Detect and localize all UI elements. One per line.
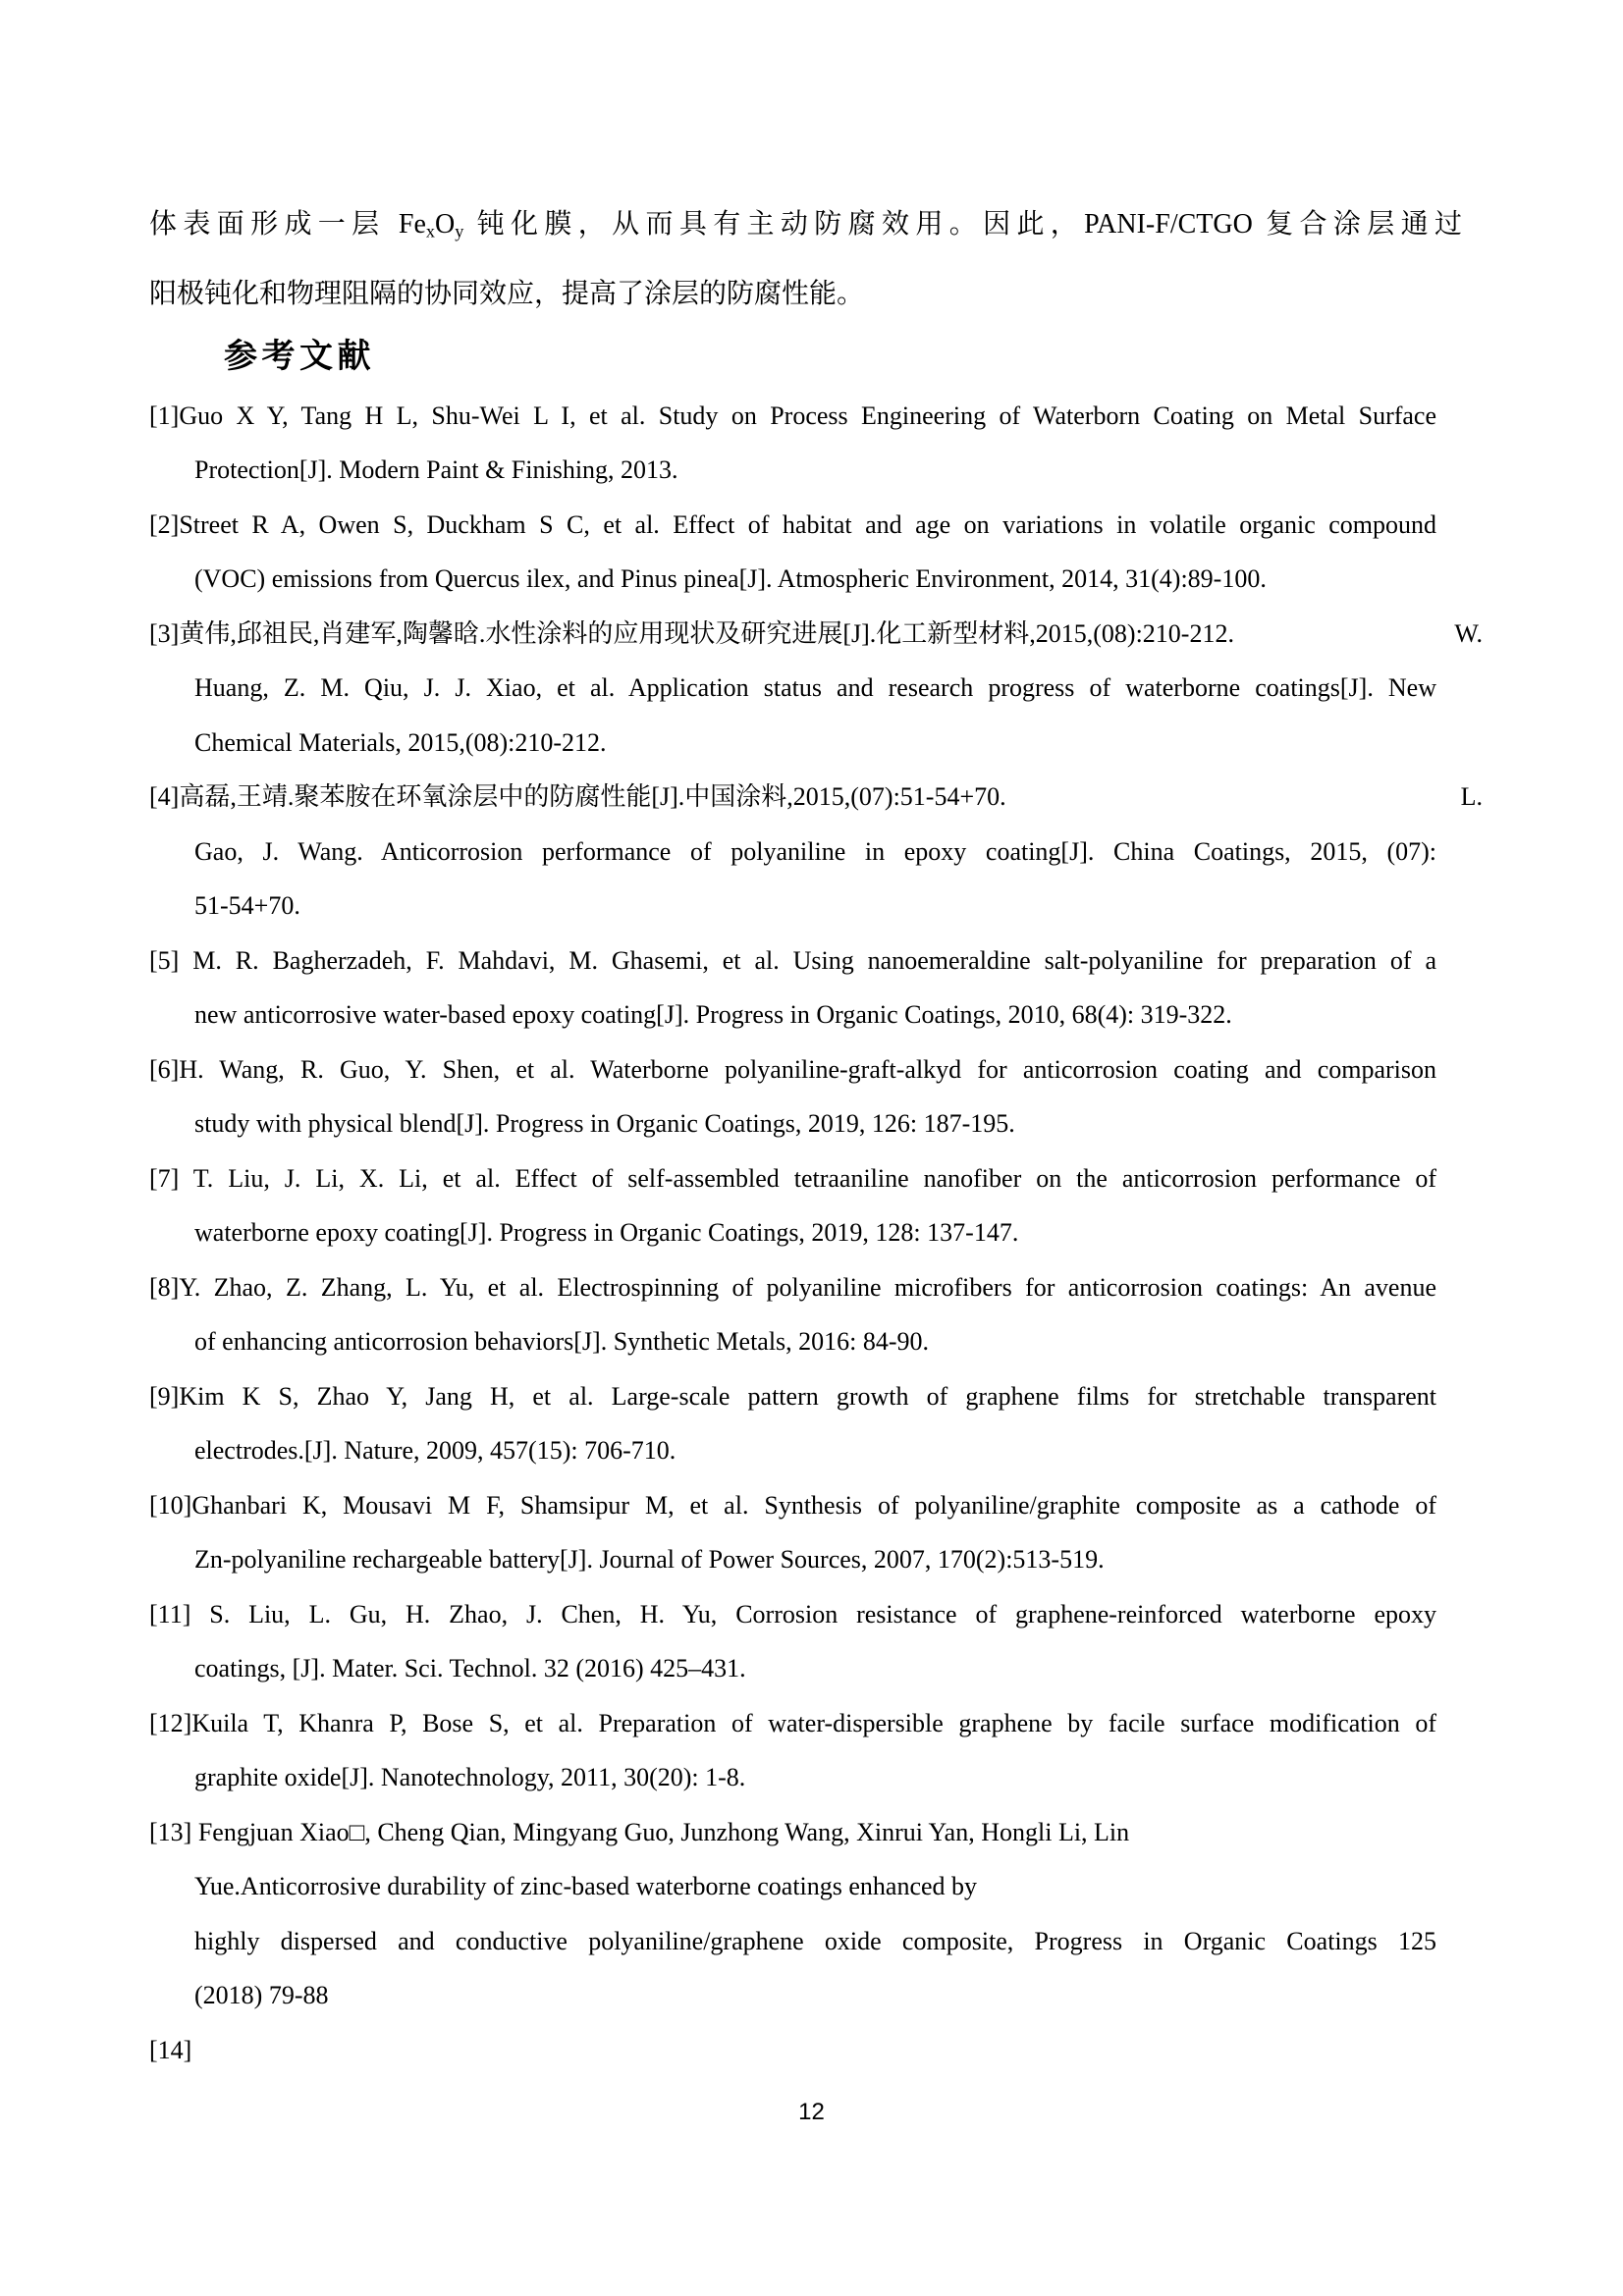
- reference-line: [149, 607, 1483, 662]
- reference-line: Yue.Anticorrosive durability of zinc-based waterborne coatings enhanced by: [194, 1872, 978, 1901]
- reference-line: [6]H. Wang, R. Guo, Y. Shen, et al. Waterborne polyaniline-graft-alkyd for anticorrosion coating and comparison: [149, 1054, 1436, 1084]
- reference-line: [2]Street R A, Owen S, Duckham S C, et al. Effect of habitat and age on variations in volatile organic compound: [149, 509, 1436, 539]
- reference-line: Chemical Materials, 2015,(08):210-212.: [194, 727, 607, 757]
- reference-item: [149, 1260, 1436, 1369]
- reference-text-right: W.: [1454, 618, 1483, 648]
- reference-text-right: L.: [1460, 782, 1483, 812]
- reference-line: [12]Kuila T, Khanra P, Bose S, et al. Preparation of water-dispersible graphene by facile surface modification of: [149, 1708, 1436, 1737]
- references-heading: 参考文献: [224, 338, 375, 375]
- reference-line: Protection[J]. Modern Paint & Finishing, 2013.: [194, 455, 678, 485]
- paragraph-text: 钝化膜，从而具有主动防腐效用。因此，PANI-F/CTGO 复合涂层通过: [463, 209, 1462, 240]
- reference-line: 51-54+70.: [194, 891, 300, 921]
- reference-item: [149, 770, 1483, 934]
- subscript-y: y: [455, 221, 464, 241]
- reference-item: [149, 1805, 1436, 2023]
- reference-line: [7] T. Liu, J. Li, X. Li, et al. Effect of self-assembled tetraaniline nanofiber on the anticorrosion performance of: [149, 1163, 1436, 1193]
- reference-line: [9]Kim K S, Zhao Y, Jang H, et al. Large-scale pattern growth of graphene films for stretchable transparent: [149, 1381, 1436, 1411]
- paragraph-text: O: [434, 209, 456, 240]
- reference-line: Zn-polyaniline rechargeable battery[J]. Journal of Power Sources, 2007, 170(2):513-519.: [194, 1545, 1105, 1575]
- reference-line: [1]Guo X Y, Tang H L, Shu-Wei L I, et al. Study on Process Engineering of Waterborn Coating on Metal Surface: [149, 400, 1436, 430]
- reference-line: graphite oxide[J]. Nanotechnology, 2011, 30(20): 1-8.: [194, 1763, 746, 1792]
- reference-line: of enhancing anticorrosion behaviors[J]. Synthetic Metals, 2016: 84-90.: [194, 1327, 930, 1357]
- reference-line: study with physical blend[J]. Progress in Organic Coatings, 2019, 126: 187-195.: [194, 1109, 1015, 1139]
- reference-line: [13] Fengjuan Xiao□, Cheng Qian, Mingyang Guo, Junzhong Wang, Xinrui Yan, Hongli Li, Lin: [149, 1817, 1130, 1846]
- reference-item: [149, 934, 1436, 1042]
- reference-text: [3]黄伟,邱祖民,肖建军,陶馨晗.水性涂料的应用现状及研究进展[J].化工新型材料,2015,(08):210-212.: [149, 618, 1234, 648]
- page-number: 12: [798, 2099, 825, 2125]
- reference-item: [149, 498, 1436, 607]
- references-list: [149, 389, 1483, 2078]
- reference-line: waterborne epoxy coating[J]. Progress in Organic Coatings, 2019, 128: 137-147.: [194, 1218, 1019, 1248]
- reference-item: [149, 1042, 1436, 1151]
- reference-line: highly dispersed and conductive polyaniline/graphene oxide composite, Progress in Organic Coatings 125: [194, 1926, 1436, 1955]
- reference-line: electrodes.[J]. Nature, 2009, 457(15): 706-710.: [194, 1436, 676, 1466]
- reference-item: [149, 1696, 1436, 1805]
- reference-line: (VOC) emissions from Quercus ilex, and Pinus pinea[J]. Atmospheric Environment, 2014, 31(4):89-100.: [194, 564, 1267, 594]
- reference-line: Huang, Z. M. Qiu, J. J. Xiao, et al. Application status and research progress of waterborne coatings[J]. New: [194, 673, 1436, 703]
- reference-item: [149, 1587, 1436, 1696]
- reference-line: [8]Y. Zhao, Z. Zhang, L. Yu, et al. Electrospinning of polyaniline microfibers for anticorrosion coatings: An avenue: [149, 1272, 1436, 1302]
- reference-line: [14]: [149, 2035, 192, 2064]
- reference-line: Gao, J. Wang. Anticorrosion performance of polyaniline in epoxy coating[J]. China Coatings, 2015, (07):: [194, 836, 1436, 866]
- reference-item: [149, 2023, 1436, 2078]
- reference-item: [149, 1369, 1436, 1478]
- reference-line: [149, 770, 1483, 825]
- reference-item: [149, 1151, 1436, 1260]
- reference-item: [149, 389, 1436, 498]
- reference-item: [149, 607, 1483, 771]
- reference-line: [5] M. R. Bagherzadeh, F. Mahdavi, M. Ghasemi, et al. Using nanoemeraldine salt-polyaniline for preparation of a: [149, 945, 1436, 975]
- subscript-x: x: [425, 221, 435, 241]
- reference-item: [149, 1478, 1436, 1587]
- reference-line: coatings, [J]. Mater. Sci. Technol. 32 (2016) 425–431.: [194, 1654, 746, 1683]
- paragraph-text: 体表面形成一层 Fe: [149, 209, 426, 240]
- reference-line: [10]Ghanbari K, Mousavi M F, Shamsipur M, et al. Synthesis of polyaniline/graphite composite as a cathode of: [149, 1490, 1436, 1520]
- paragraph-line-2: 阳极钝化和物理阻隔的协同效应，提高了涂层的防腐性能。: [149, 278, 865, 309]
- reference-line: [11] S. Liu, L. Gu, H. Zhao, J. Chen, H. Yu, Corrosion resistance of graphene-reinforced waterborne epoxy: [149, 1599, 1436, 1629]
- reference-line: new anticorrosive water-based epoxy coating[J]. Progress in Organic Coatings, 2010, 68(4): 319-322.: [194, 1000, 1232, 1030]
- reference-line: (2018) 79-88: [194, 1981, 329, 2010]
- paragraph-line-1: [149, 193, 1462, 263]
- reference-text: [4]高磊,王靖.聚苯胺在环氧涂层中的防腐性能[J].中国涂料,2015,(07):51-54+70.: [149, 782, 1006, 812]
- document-body: [149, 193, 1483, 2077]
